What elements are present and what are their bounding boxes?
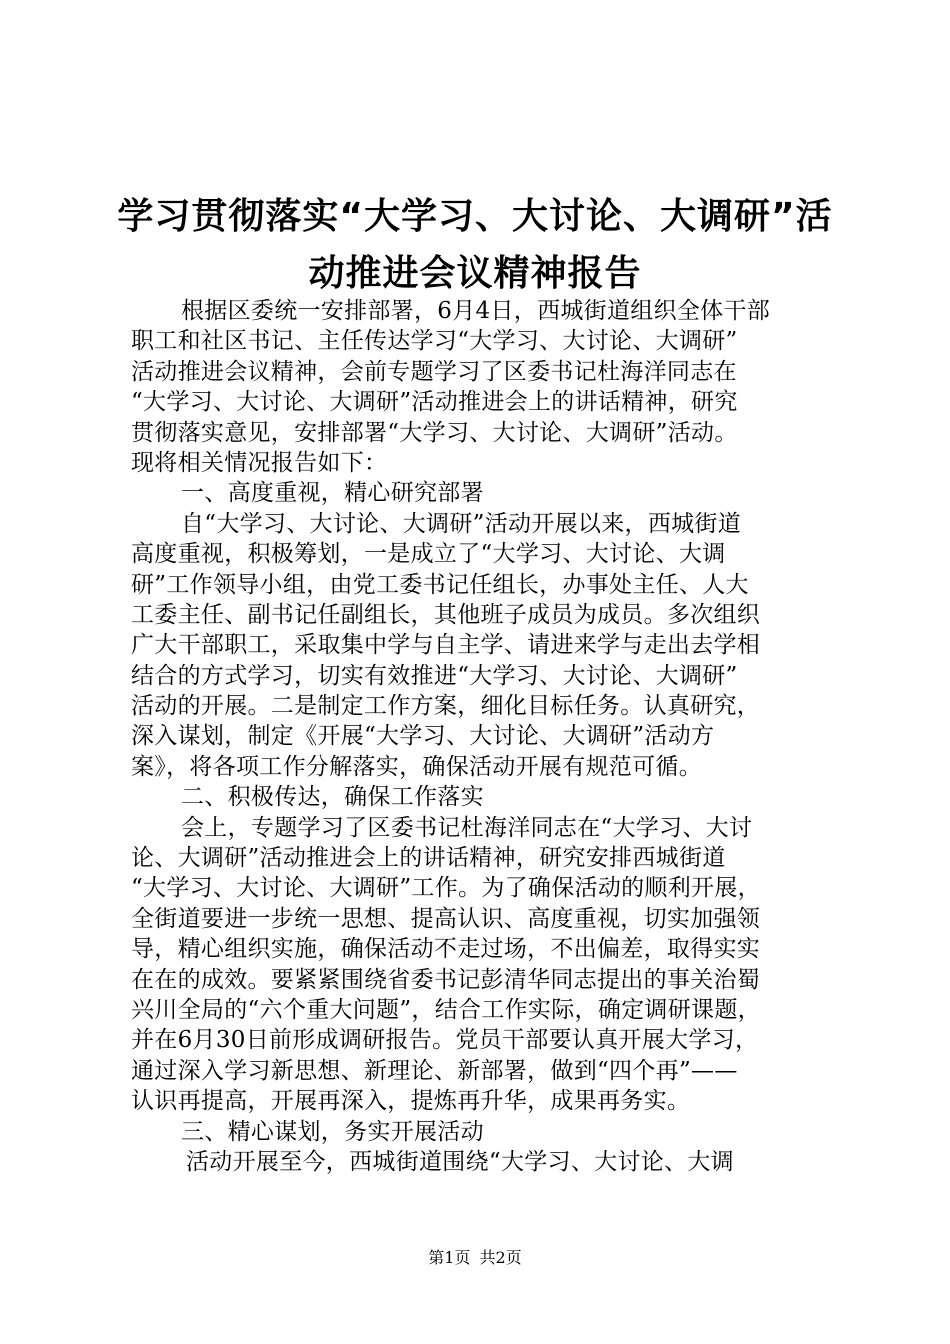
paragraph-line: 会上，专题学习了区委书记杜海洋同志在“大学习、大讨: [181, 814, 753, 841]
paragraph-line: 认识再提高，开展再深入，提炼再升华，成果再务实。: [131, 1088, 691, 1115]
document-title-line-2: 动推进会议精神报告: [308, 253, 642, 294]
paragraph-line: 论、大调研”活动推进会上的讲话精神，研究安排西城街道: [131, 845, 726, 872]
paragraph-line: 活动推进会议精神，会前专题学习了区委书记杜海洋同志在: [131, 358, 737, 385]
paragraph-line: 广大干部职工，采取集中学与自主学、请进来学与走出去学相: [131, 632, 761, 659]
paragraph-line: 活动的开展。二是制定工作方案，细化目标任务。认真研究，: [131, 693, 761, 720]
page-footer: [0, 1245, 950, 1268]
paragraph-line: 在在的成效。要紧紧围绕省委书记彭清华同志提出的事关治蜀: [131, 966, 761, 993]
page-number-current: 第1页: [428, 1248, 471, 1267]
paragraph-line: 自“大学习、大讨论、大调研”活动开展以来，西城街道: [181, 510, 742, 537]
paragraph-line: 兴川全局的“六个重大问题”，结合工作实际，确定调研课题，: [131, 996, 761, 1023]
paragraph-line: “大学习、大讨论、大调研”工作。为了确保活动的顺利开展，: [131, 875, 761, 902]
paragraph-line: 并在6月30日前形成调研报告。党员干部要认真开展大学习，: [131, 1027, 759, 1054]
paragraph-line: 现将相关情况报告如下：: [131, 449, 388, 476]
paragraph-line: 研”工作领导小组，由党工委书记任组长，办事处主任、人大: [131, 571, 749, 598]
paragraph-line: 活动开展至今，西城街道围绕“大学习、大讨论、大调: [186, 1148, 734, 1175]
paragraph-line: “大学习、大讨论、大调研”活动推进会上的讲话精神，研究: [131, 389, 738, 416]
document-body: [131, 296, 831, 1177]
paragraph-line: 深入谋划，制定《开展“大学习、大讨论、大调研”活动方: [131, 723, 715, 750]
paragraph-line: 导，精心组织实施，确保活动不走过场，不出偏差，取得实实: [131, 936, 761, 963]
paragraph-line: 结合的方式学习，切实有效推进“大学习、大讨论、大调研”: [131, 662, 738, 689]
paragraph-line: 贯彻落实意见，安排部署“大学习、大讨论、大调研”活动。: [131, 419, 738, 446]
paragraph-line: 案》，将各项工作分解落实，确保活动开展有规范可循。: [131, 753, 702, 780]
paragraph-line: 根据区委统一安排部署，6月4日，西城街道组织全体干部: [181, 298, 771, 324]
paragraph-line: 全街道要进一步统一思想、提高认识、高度重视，切实加强领: [131, 905, 761, 932]
paragraph-line: 通过深入学习新思想、新理论、新部署，做到“四个再”——: [131, 1057, 738, 1084]
document-title-line-1: 学习贯彻落实“大学习、大讨论、大调研”活: [117, 196, 833, 237]
section-heading-3: 三、精心谋划，务实开展活动: [181, 1118, 484, 1145]
section-heading-1: 一、高度重视，精心研究部署: [181, 480, 484, 507]
paragraph-line: 高度重视，积极筹划，一是成立了“大学习、大讨论、大调: [131, 541, 726, 568]
paragraph-line: 职工和社区书记、主任传达学习“大学习、大讨论、大调研”: [131, 328, 738, 355]
page-number-total: 共2页: [479, 1248, 522, 1267]
paragraph-line: 工委主任、副书记任副组长，其他班子成员为成员。多次组织: [131, 601, 761, 628]
section-heading-2: 二、积极传达，确保工作落实: [181, 784, 484, 811]
